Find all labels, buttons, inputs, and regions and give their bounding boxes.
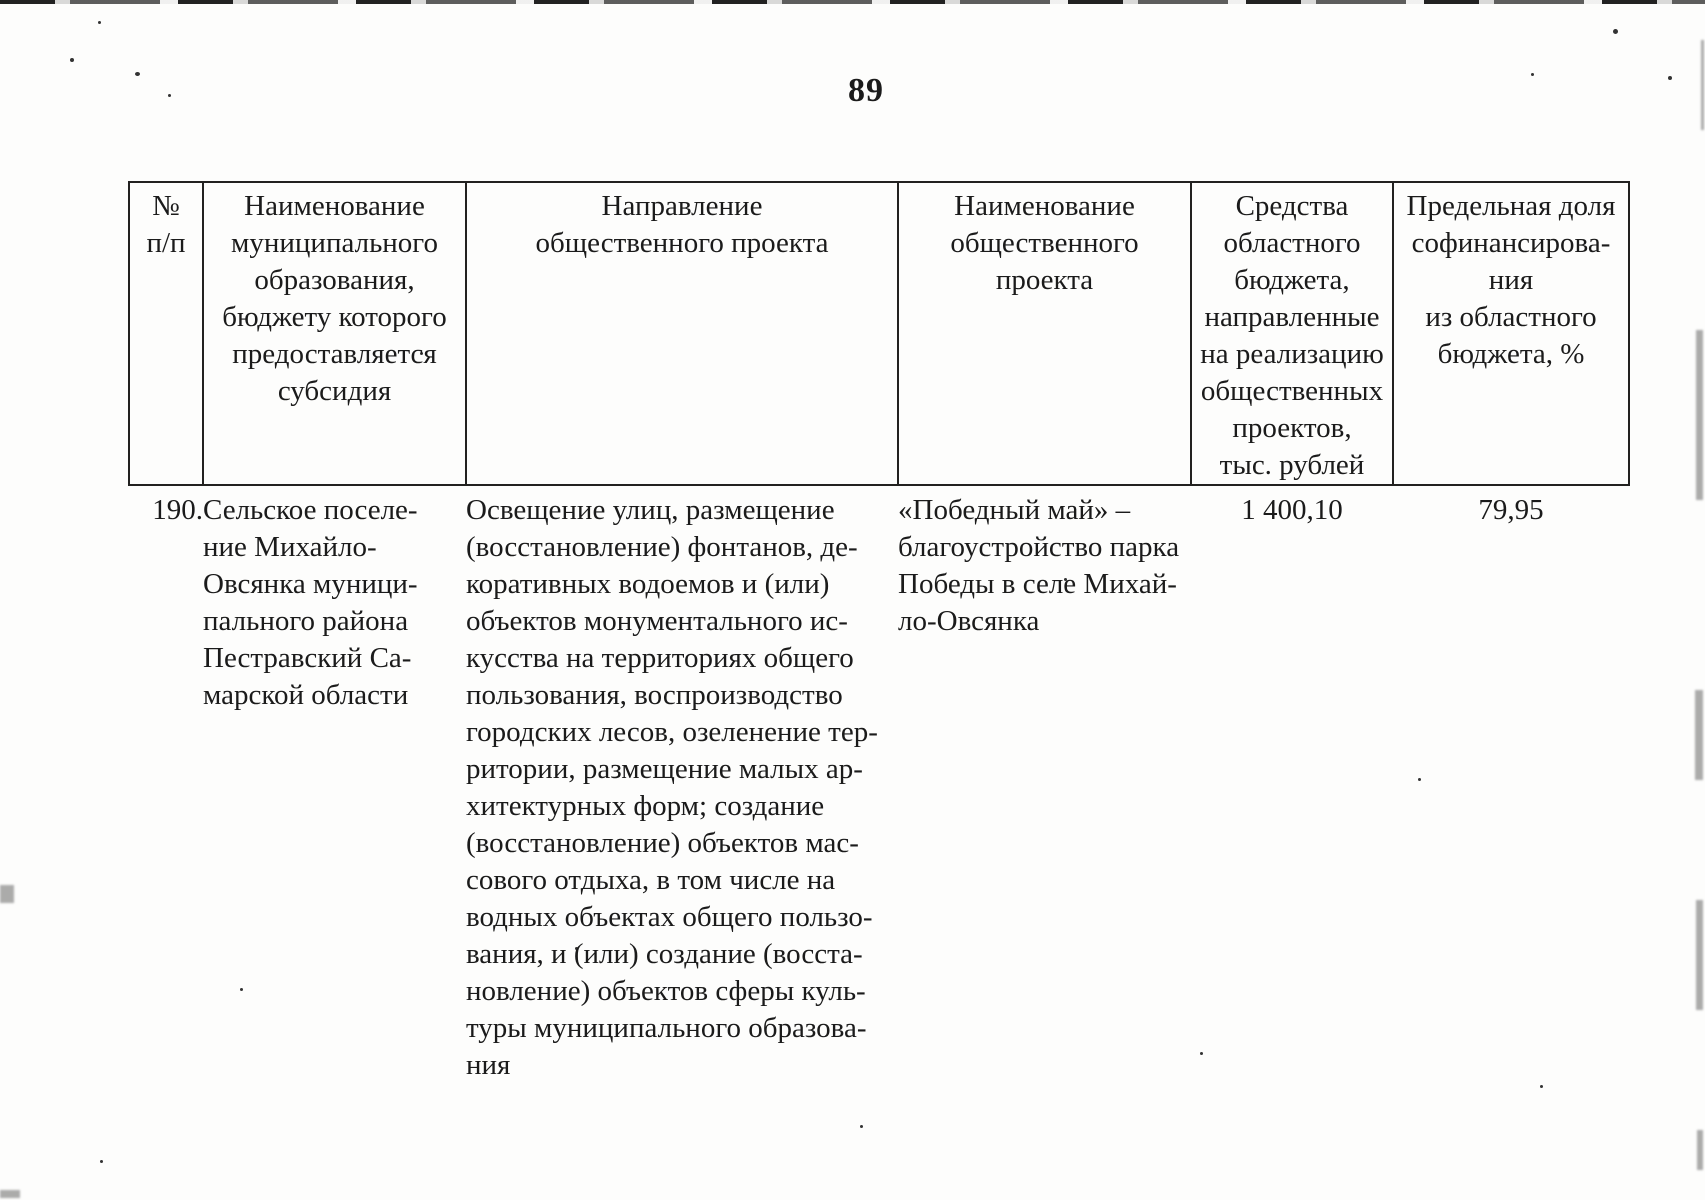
scan-speck [135,72,140,76]
row-number-cell: 190. [152,494,203,526]
scan-speck [860,1125,863,1128]
scan-speck [98,21,101,24]
scan-speck [100,1160,103,1163]
direction-cell: Освещение улиц, размещение (восстановление) фонтанов, де- коративных водоемов и (или) объектов монументального ис- кусства на территориях общего пользования, воспроизводство городских лесов, озеленение тер- ритории, размещение малых ар- хитектурных форм; создание (восстановление) объектов мас- сового отдыха, в том числе на водных объектах общего пользо- вания, и (или) создание (восста- новление) объектов сферы куль- туры муниципального образова- ния [466,494,878,1081]
scan-speck [1531,73,1534,76]
cofinance-share-cell: 79,95 [1478,494,1544,526]
page-number: 89 [848,72,884,109]
project-name-cell: «Победный май» – благоустройство парка Победы в селе Михай- ло-Овсянка [898,494,1180,637]
scan-artifact-right-edge [1696,330,1703,500]
header-cell-project: Наименование общественного проекта [898,182,1191,485]
scan-speck [1668,76,1672,80]
header-cell-share: Предельная доля софинансирова- ния из областного бюджета, % [1393,182,1629,485]
table-row [129,485,1629,1084]
scan-artifact-right-edge [1695,690,1703,780]
scan-artifact-right-edge [1696,900,1703,1010]
budget-funds-cell: 1 400,10 [1241,494,1343,526]
scan-speck [70,58,74,62]
subsidies-table [128,181,1630,1084]
scan-speck [168,94,171,97]
header-cell-municipality: Наименование муниципального образования, бюджету которого предоставляется субсидия [203,182,466,485]
scan-artifact-left-edge [0,1190,20,1198]
scan-artifact-top-edge [0,0,1705,4]
header-cell-direction: Направление общественного проекта [466,182,898,485]
scan-speck [1613,29,1618,34]
table-header-row [129,182,1629,485]
scan-artifact-right-edge [1697,1130,1703,1170]
header-cell-num: № п/п [129,182,203,485]
header-cell-funds: Средства областного бюджета, направленные на реализацию общественных проектов, тыс. рублей [1191,182,1393,485]
municipality-cell: Сельское поселе- ние Михайло- Овсянка муници- пального района Пестравский Са- марской области [203,494,418,711]
scan-artifact-left-edge [0,885,14,903]
scan-artifact-right-edge [1701,40,1704,130]
scan-speck [1540,1085,1543,1088]
